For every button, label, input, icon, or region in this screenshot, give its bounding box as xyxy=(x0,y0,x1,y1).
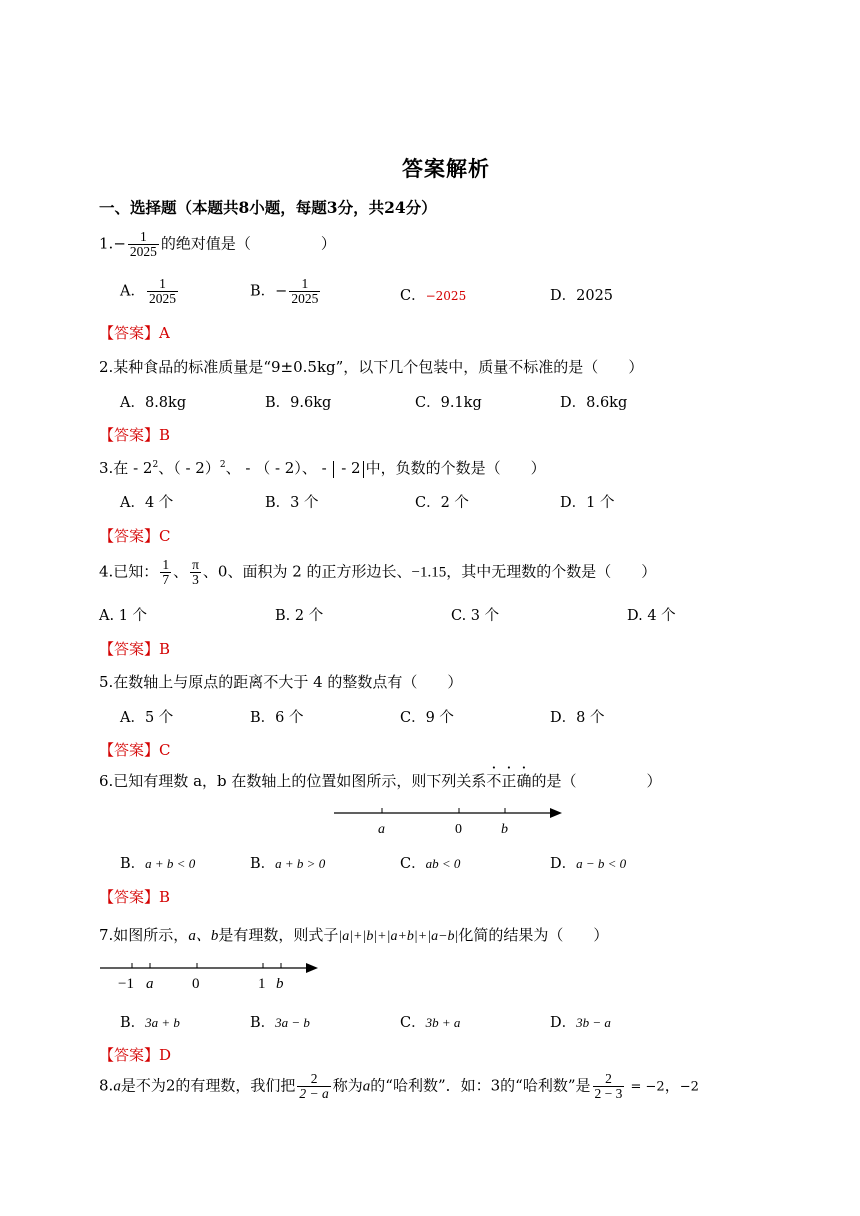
question-2: 2.某种食品的标准质量是“9±0.5kg”，以下几个包装中，质量不标准的是（ ） xyxy=(99,358,644,376)
q3-answer: 【答案】C xyxy=(99,527,171,545)
question-6: 6.已知有理数 a，b 在数轴上的位置如图所示，则下列关系不正确的是（ ） xyxy=(99,772,662,790)
q2-option-b: B．9.6kg xyxy=(265,395,332,411)
q1-option-d: D．2025 xyxy=(550,288,614,304)
axis-label-a: a xyxy=(378,822,385,837)
q1-answer: 【答案】A xyxy=(99,324,170,342)
q4-option-a: A. 1 个 xyxy=(99,608,148,624)
q5-option-b: B．6 个 xyxy=(250,710,304,726)
q4-option-d: D. 4 个 xyxy=(627,608,676,624)
q5-option-d: D．8 个 xyxy=(550,710,605,726)
q7-option-c: C．3b + a xyxy=(400,1015,461,1031)
axis-label-0: 0 xyxy=(192,976,200,992)
q3-option-a: A．4 个 xyxy=(120,495,174,511)
question-5: 5.在数轴上与原点的距离不大于 4 的整数点有（ ） xyxy=(99,673,463,691)
q7-option-b: B．3a − b xyxy=(250,1015,310,1031)
q3-option-b: B．3 个 xyxy=(265,495,319,511)
q6-option-c: C．ab < 0 xyxy=(400,856,461,872)
q7-option-a: B．3a + b xyxy=(120,1015,180,1031)
axis-label-0: 0 xyxy=(455,822,462,837)
q7-option-d: D．3b − a xyxy=(550,1015,611,1031)
q6-option-a: B．a + b < 0 xyxy=(120,856,196,872)
axis-label-b: b xyxy=(276,976,284,992)
question-1: 1.− $\frac{1}{2025}$ 的绝对值是（ ） xyxy=(99,229,336,260)
q6-answer: 【答案】B xyxy=(99,888,171,906)
q4-answer: 【答案】B xyxy=(99,640,171,658)
section-heading: 一、选择题（本题共8小题，每题3分，共24分） xyxy=(99,198,437,217)
q7-number-line xyxy=(96,958,326,994)
axis-label-1: 1 xyxy=(258,976,266,992)
question-8: 8.a是不为2的有理数，我们把 $\frac{2}{2 - a}$ 称为a的“哈利数”．如：3的“哈利数”是 $\frac{2}{2 - 3}$ = −2，−2 xyxy=(99,1071,699,1102)
q7-answer: 【答案】D xyxy=(99,1046,172,1064)
q1-option-a: A． $\frac{1}{2025}$ xyxy=(120,276,176,307)
q5-option-a: A．5 个 xyxy=(120,710,174,726)
question-4: 4.已知： $\frac{1}{7}$ 、 $\frac{\pi}{3}$ 、0、面积为 2 的正方形边长、−1.15，其中无理数的个数是（ ） xyxy=(99,557,657,588)
q2-option-d: D．8.6kg xyxy=(560,395,628,411)
q6-number-line xyxy=(330,803,570,839)
q2-option-a: A．8.8kg xyxy=(120,395,187,411)
fraction: $\frac{1}{2025}$ xyxy=(129,229,157,260)
q4-option-b: B. 2 个 xyxy=(275,608,324,624)
q1-option-b: B．− $\frac{1}{2025}$ xyxy=(250,276,319,307)
q5-answer: 【答案】C xyxy=(99,741,171,759)
q3-option-d: D．1 个 xyxy=(560,495,615,511)
q4-option-c: C. 3 个 xyxy=(451,608,500,624)
q2-answer: 【答案】B xyxy=(99,426,171,444)
q1-option-c: C．−2025 xyxy=(400,288,467,304)
q2-option-c: C．9.1kg xyxy=(415,395,482,411)
axis-label-a: a xyxy=(146,976,154,992)
q5-option-c: C．9 个 xyxy=(400,710,454,726)
q3-option-c: C．2 个 xyxy=(415,495,469,511)
page-title: 答案解析 xyxy=(402,156,490,181)
question-3: 3.在 - $2^2$、（ - 2）$^2$、 - （ - 2）、 - - 2 中，负数的个数是（ ） xyxy=(99,459,546,477)
axis-label-minus-1: −1 xyxy=(118,976,134,992)
axis-label-b: b xyxy=(501,822,508,837)
q6-option-b: B．a + b > 0 xyxy=(250,856,326,872)
q6-option-d: D．a − b < 0 xyxy=(550,856,627,872)
question-7: 7.如图所示，a、b是有理数，则式子|a|+|b|+|a+b|+|a−b|化简的结果为（ ） xyxy=(99,926,609,944)
